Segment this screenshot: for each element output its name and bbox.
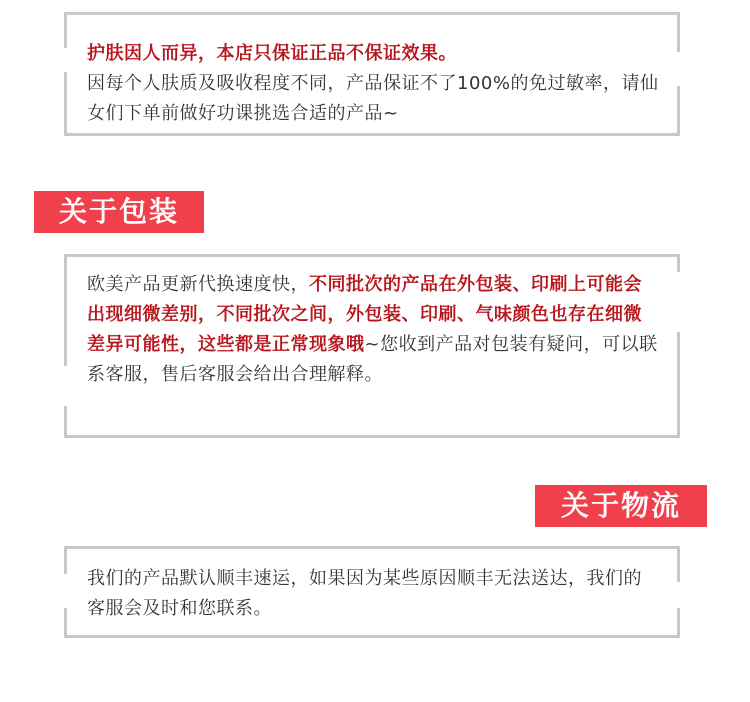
logistics-text (87, 564, 659, 624)
packaging-box (64, 254, 680, 438)
logistics-body: 我们的产品默认顺丰速运，如果因为某些原因顺丰无法送达，我们的客服会及时和您联系。 (87, 568, 642, 619)
packaging-text (87, 270, 659, 390)
notice-text (87, 39, 659, 129)
notice-title: 护肤因人而异，本店只保证正品不保证效果。 (87, 43, 457, 64)
notice-box (64, 12, 680, 136)
notice-body: 因每个人肤质及吸收程度不同，产品保证不了100%的免过敏率，请仙女们下单前做好功课挑选合适的产品~ (87, 73, 659, 124)
logistics-box (64, 546, 680, 638)
logistics-heading: 关于物流 (535, 485, 707, 527)
packaging-intro: 欧美产品更新代换速度快， (87, 274, 309, 295)
packaging-outro: 您收到产品对包装有疑问，可以联系客服，售后客服会给出合理解释。 (87, 334, 658, 385)
packaging-tilde: ~ (364, 334, 381, 355)
frame-gap (64, 366, 67, 406)
frame-gap (677, 582, 680, 608)
frame-gap (64, 48, 67, 72)
packaging-heading: 关于包装 (34, 191, 204, 233)
frame-gap (677, 52, 680, 86)
frame-gap (64, 574, 67, 608)
packaging-highlight: 不同批次的产品在外包装、印刷上可能会出现细微差别，不同批次之间，外包装、印刷、气味颜色也存在细微差异可能性，这些都是正常现象哦 (87, 274, 642, 355)
frame-gap (677, 272, 680, 332)
